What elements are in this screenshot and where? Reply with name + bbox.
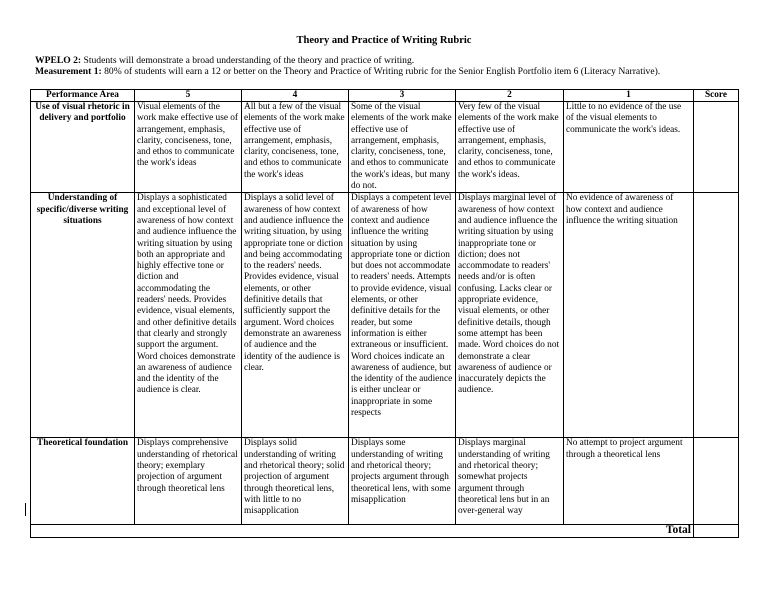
criteria-cell-4: Displays solid understanding of writing and rhetorical theory; solid projection of argument through theoretical lens, with little to no misapplication: [242, 438, 349, 525]
page-title: Theory and Practice of Writing Rubric: [296, 35, 472, 46]
criteria-cell-5: Displays comprehensive understanding of rhetorical theory; exemplary projection of argument through theoretical lens: [135, 438, 242, 525]
row-area-label: Theoretical foundation: [31, 438, 135, 525]
table-row: [31, 438, 739, 525]
header-score-4: 4: [242, 90, 349, 102]
header-performance-area: Performance Area: [31, 90, 135, 102]
rubric-table: [30, 89, 739, 538]
criteria-cell-3: Displays a competent level of awareness of how context and audience influence the writing situation by using appropriate tone or diction but does not accommodate to readers' needs. Attempts to provide evidence, visual elements, or other definitive details for the reader, but some information is either extraneous or insufficient. Word choices indicate an awareness of audience, but the identity of the audience is either unclear or inappropriate in some respects: [349, 193, 456, 438]
total-score-cell[interactable]: [694, 525, 739, 537]
text-cursor: [25, 503, 26, 516]
score-cell[interactable]: [694, 438, 739, 525]
total-label: Total: [31, 525, 694, 537]
criteria-cell-3: Displays some understanding of writing and rhetorical theory; projects argument through theoretical lens, with some misapplication: [349, 438, 456, 525]
criteria-cell-1: Little to no evidence of the use of the visual elements to communicate the work's ideas.: [564, 102, 694, 193]
intro-block: [35, 55, 660, 78]
criteria-cell-5: Displays a sophisticated and exceptional level of awareness of how context and audience influence the writing situation by using both an appropriate and highly effective tone or diction and accommodating the readers' needs. Provides evidence, visual elements, and other definitive details that clearly and strongly support the argument. Word choices demonstrate an awareness of audience and the identity of the audience is clear.: [135, 193, 242, 438]
score-cell[interactable]: [694, 193, 739, 438]
criteria-cell-3: Some of the visual elements of the work make effective use of arrangement, emphasis, clarity, conciseness, tone, and ethos to communicate the work's ideas, but many do not.: [349, 102, 456, 193]
header-row: [31, 90, 739, 102]
measurement-label: Measurement 1:: [35, 66, 102, 78]
header-score-2: 2: [456, 90, 564, 102]
criteria-cell-4: Displays a solid level of awareness of how context and audience influence the writing situation, by using appropriate tone or diction and being accommodating to the readers' needs. Provides evidence, visual elements, or other definitive details that sufficiently support the argument. Word choices demonstrate an awareness of audience and the identity of the audience is clear.: [242, 193, 349, 438]
row-area-label: Understanding of specific/diverse writing situations: [31, 193, 135, 438]
criteria-cell-4: All but a few of the visual elements of the work make effective use of arrangement, emphasis, clarity, conciseness, tone, and ethos to communicate the work's ideas: [242, 102, 349, 193]
row-area-label: Use of visual rhetoric in delivery and portfolio: [31, 102, 135, 193]
criteria-cell-1: No attempt to project argument through a theoretical lens: [564, 438, 694, 525]
table-row: [31, 193, 739, 438]
criteria-cell-2: Displays marginal understanding of writing and rhetorical theory; somewhat projects argument through theoretical lens but in an over-general way: [456, 438, 564, 525]
wpelo-line: [35, 55, 660, 66]
criteria-cell-1: No evidence of awareness of how context and audience influence the writing situation: [564, 193, 694, 438]
table-row: [31, 102, 739, 193]
header-score-1: 1: [564, 90, 694, 102]
criteria-cell-2: Very few of the visual elements of the work make effective use of arrangement, emphasis, clarity, conciseness, tone, and ethos to communicate the work's ideas.: [456, 102, 564, 193]
header-score-5: 5: [135, 90, 242, 102]
score-cell[interactable]: [694, 102, 739, 193]
criteria-cell-2: Displays marginal level of awareness of how context and audience influence the writing situation by using inappropriate tone or diction; does not accommodate to readers' needs and/or is often confusing. Lacks clear or appropriate evidence, visual elements, or other definitive details, though some attempt has been made. Word choices do not demonstrate a clear awareness of audience or inaccurately depicts the audience.: [456, 193, 564, 438]
header-score: Score: [694, 90, 739, 102]
measurement-text: 80% of students will earn a 12 or better on the Theory and Practice of Writing rubric for the Senior English Portfolio item 6 (Literacy Narrative).: [101, 66, 661, 78]
total-row: [31, 525, 739, 537]
criteria-cell-5: Visual elements of the work make effective use of arrangement, emphasis, clarity, conciseness, tone, and ethos to communicate the work's ideas: [135, 102, 242, 193]
wpelo-text: Students will demonstrate a broad understanding of the theory and practice of writing.: [81, 55, 415, 66]
measurement-line: [35, 66, 660, 77]
header-score-3: 3: [349, 90, 456, 102]
wpelo-label: WPELO 2:: [35, 55, 82, 66]
